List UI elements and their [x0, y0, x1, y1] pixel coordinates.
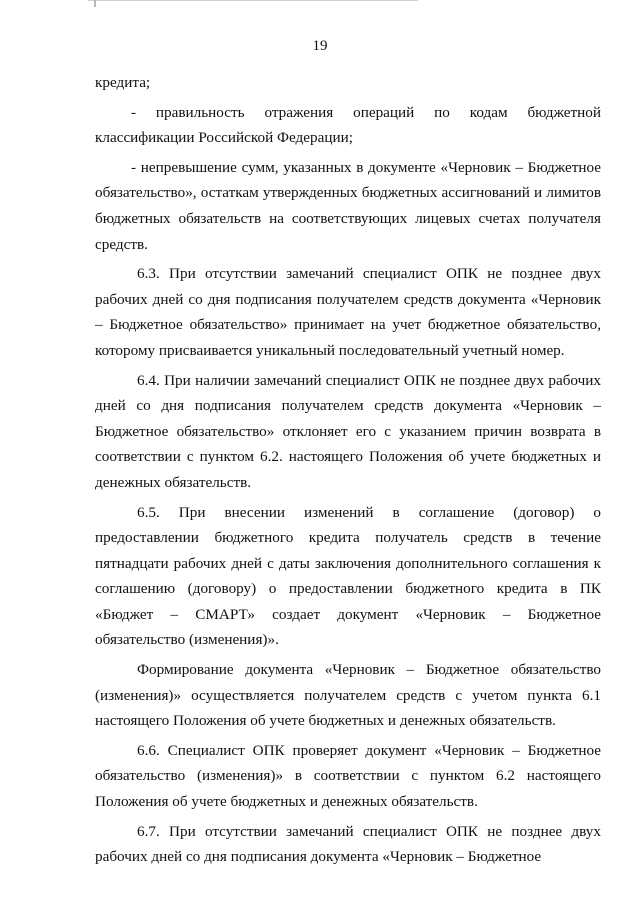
- list-item-amount-check: - непревышение сумм, указанных в документе «Черновик – Бюджетное обязательство», остаткам утвержденных бюджетных ассигнований и лимитов бюджетных обязательств на соответствующих лицевых счетах получателя средств.: [95, 158, 601, 253]
- list-item-classification-check: - правильность отражения операций по кодам бюджетной классификации Российской Федерации;: [95, 103, 601, 147]
- paragraph-6-5: 6.5. При внесении изменений в соглашение (договор) о предоставлении бюджетного кредита получатель средств в течение пятнадцати рабочих дней с даты заключения дополнительного соглашения к соглашению (договору) о предоставлении бюджетного кредита в ПК «Бюджет – СМАРТ» создает документ «Черновик – Бюджетное обязательство (изменения)».: [95, 503, 601, 649]
- document-body: [95, 70, 601, 870]
- paragraph-6-7: 6.7. При отсутствии замечаний специалист ОПК не позднее двух рабочих дней со дня подписания документа «Черновик – Бюджетное: [95, 822, 601, 866]
- paragraph-6-6: 6.6. Специалист ОПК проверяет документ «Черновик – Бюджетное обязательство (изменения)» в соответствии с пунктом 6.2 настоящего Положения об учете бюджетных и денежных обязательств.: [95, 741, 601, 811]
- paragraph-6-4: 6.4. При наличии замечаний специалист ОПК не позднее двух рабочих дней со дня подписания получателем средств документа «Черновик – Бюджетное обязательство» отклоняет его с указанием причин возврата в соответствии с пунктом 6.2. настоящего Положения об учете бюджетных и денежных обязательств.: [95, 371, 601, 491]
- paragraph-6-3: 6.3. При отсутствии замечаний специалист ОПК не позднее двух рабочих дней со дня подписания получателем средств документа «Черновик – Бюджетное обязательство» принимает на учет бюджетное обязательство, которому присваивается уникальный последовательный учетный номер.: [95, 265, 601, 359]
- paragraph-formation: Формирование документа «Черновик – Бюджетное обязательство (изменения)» осуществляется получателем средств с учетом пункта 6.1 настоящего Положения об учете бюджетных и денежных обязательств.: [95, 661, 601, 730]
- scan-edge-mark: [88, 0, 418, 7]
- page-number: 19: [312, 38, 328, 54]
- paragraph-continuation: кредита;: [95, 74, 151, 91]
